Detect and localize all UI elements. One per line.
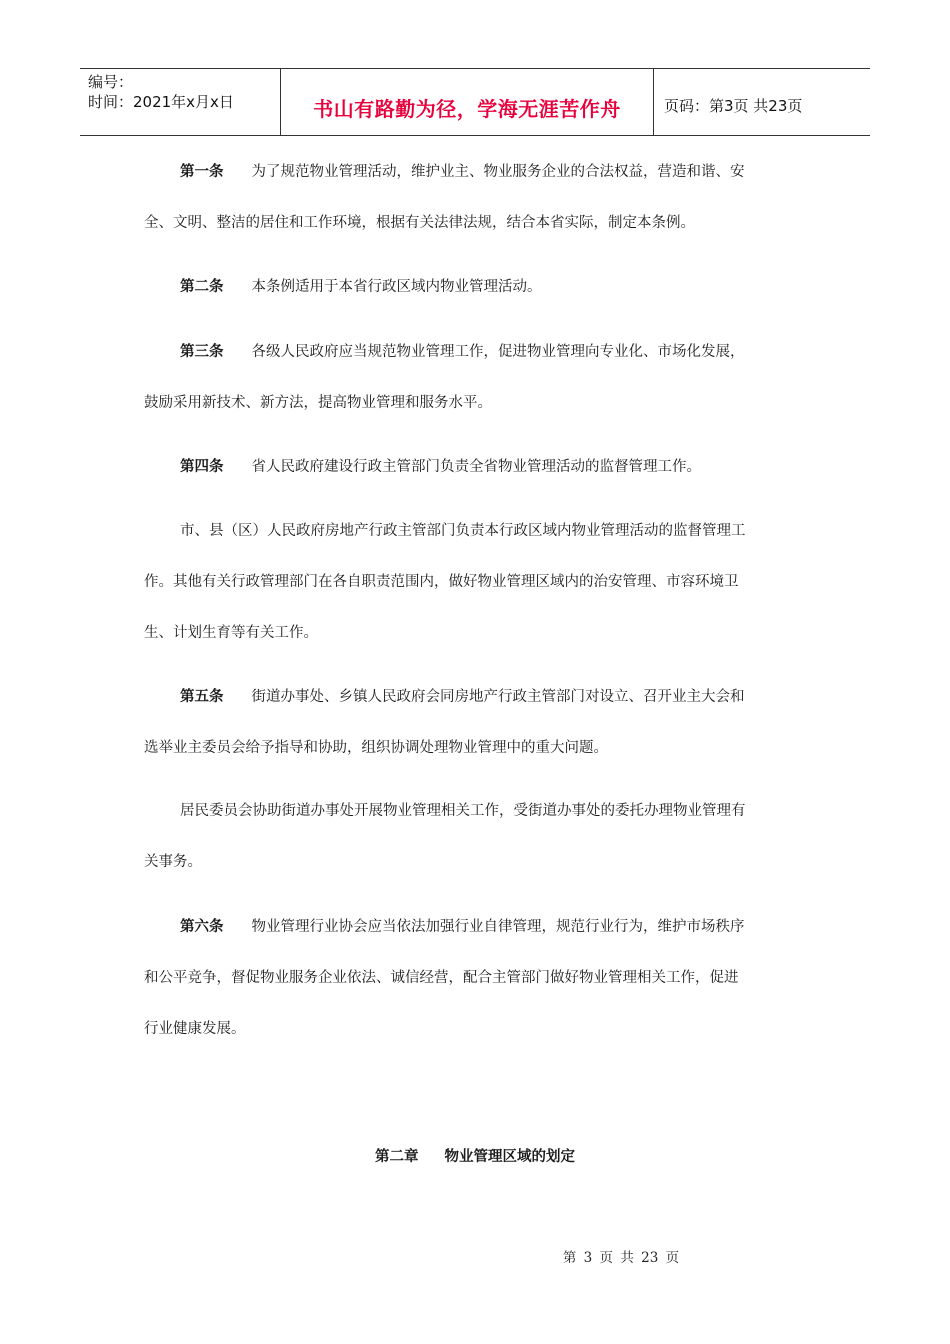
article-line: 行业健康发展。 [144, 1021, 246, 1037]
article-5-paragraph-2 [144, 786, 812, 888]
article-line: 为了规范物业管理活动，维护业主、物业服务企业的合法权益，营造和谐、安 [251, 164, 745, 180]
article-line: 物业管理行业协会应当依法加强行业自律管理，规范行业行为，维护市场秩序 [251, 919, 745, 935]
header-left-cell [80, 69, 281, 135]
article-title: 第四条 [180, 458, 224, 475]
article-line: 省人民政府建设行政主管部门负责全省物业管理活动的监督管理工作。 [251, 459, 701, 475]
article-4 [144, 441, 812, 493]
chapter-number: 第二章 [375, 1148, 419, 1165]
article-line: 选举业主委员会给予指导和协助，组织协调处理物业管理中的重大问题。 [144, 740, 608, 756]
article-line: 全、文明、整洁的居住和工作环境，根据有关法律法规，结合本省实际，制定本条例。 [144, 215, 695, 231]
header-motto: 书山有路勤为径，学海无涯苦作舟 [313, 97, 621, 121]
article-line: 鼓励采用新技术、新方法，提高物业管理和服务水平。 [144, 395, 492, 411]
document-time-label: 时间：2021年x月x日 [88, 93, 234, 111]
article-title: 第二条 [180, 278, 224, 295]
article-title: 第三条 [180, 343, 224, 360]
article-title: 第五条 [180, 688, 224, 705]
article-line: 街道办事处、乡镇人民政府会同房地产行政主管部门对设立、召开业主大会和 [251, 689, 745, 705]
page-header [80, 68, 870, 136]
article-title: 第一条 [180, 163, 224, 180]
header-middle-cell [281, 69, 654, 135]
article-line: 作。其他有关行政管理部门在各自职责范围内，做好物业管理区域内的治安管理、市容环境卫 [144, 574, 739, 590]
article-line: 市、县（区）人民政府房地产行政主管部门负责本行政区域内物业管理活动的监督管理工 [180, 523, 746, 539]
article-line: 和公平竞争，督促物业服务企业依法、诚信经营，配合主管部门做好物业管理相关工作，促进 [144, 970, 739, 986]
article-2 [144, 261, 812, 313]
header-page-info: 页码：第3页 共23页 [664, 97, 803, 115]
article-5 [144, 671, 812, 774]
article-line: 关事务。 [144, 854, 202, 870]
header-right-cell [654, 69, 870, 135]
article-3 [144, 326, 812, 429]
article-4-paragraph-2 [144, 506, 812, 659]
article-6 [144, 901, 812, 1055]
article-line: 各级人民政府应当规范物业管理工作，促进物业管理向专业化、市场化发展， [251, 344, 745, 360]
page-footer: 第 3 页 共 23 页 [562, 1250, 680, 1266]
document-number-label: 编号： [88, 73, 134, 91]
article-line: 本条例适用于本省行政区域内物业管理活动。 [251, 279, 542, 295]
article-title: 第六条 [180, 918, 224, 935]
chapter-heading [0, 1145, 950, 1166]
chapter-title: 物业管理区域的划定 [444, 1148, 575, 1165]
article-line: 居民委员会协助街道办事处开展物业管理相关工作，受街道办事处的委托办理物业管理有 [180, 803, 746, 819]
article-line: 生、计划生育等有关工作。 [144, 625, 318, 641]
article-1 [144, 146, 812, 249]
